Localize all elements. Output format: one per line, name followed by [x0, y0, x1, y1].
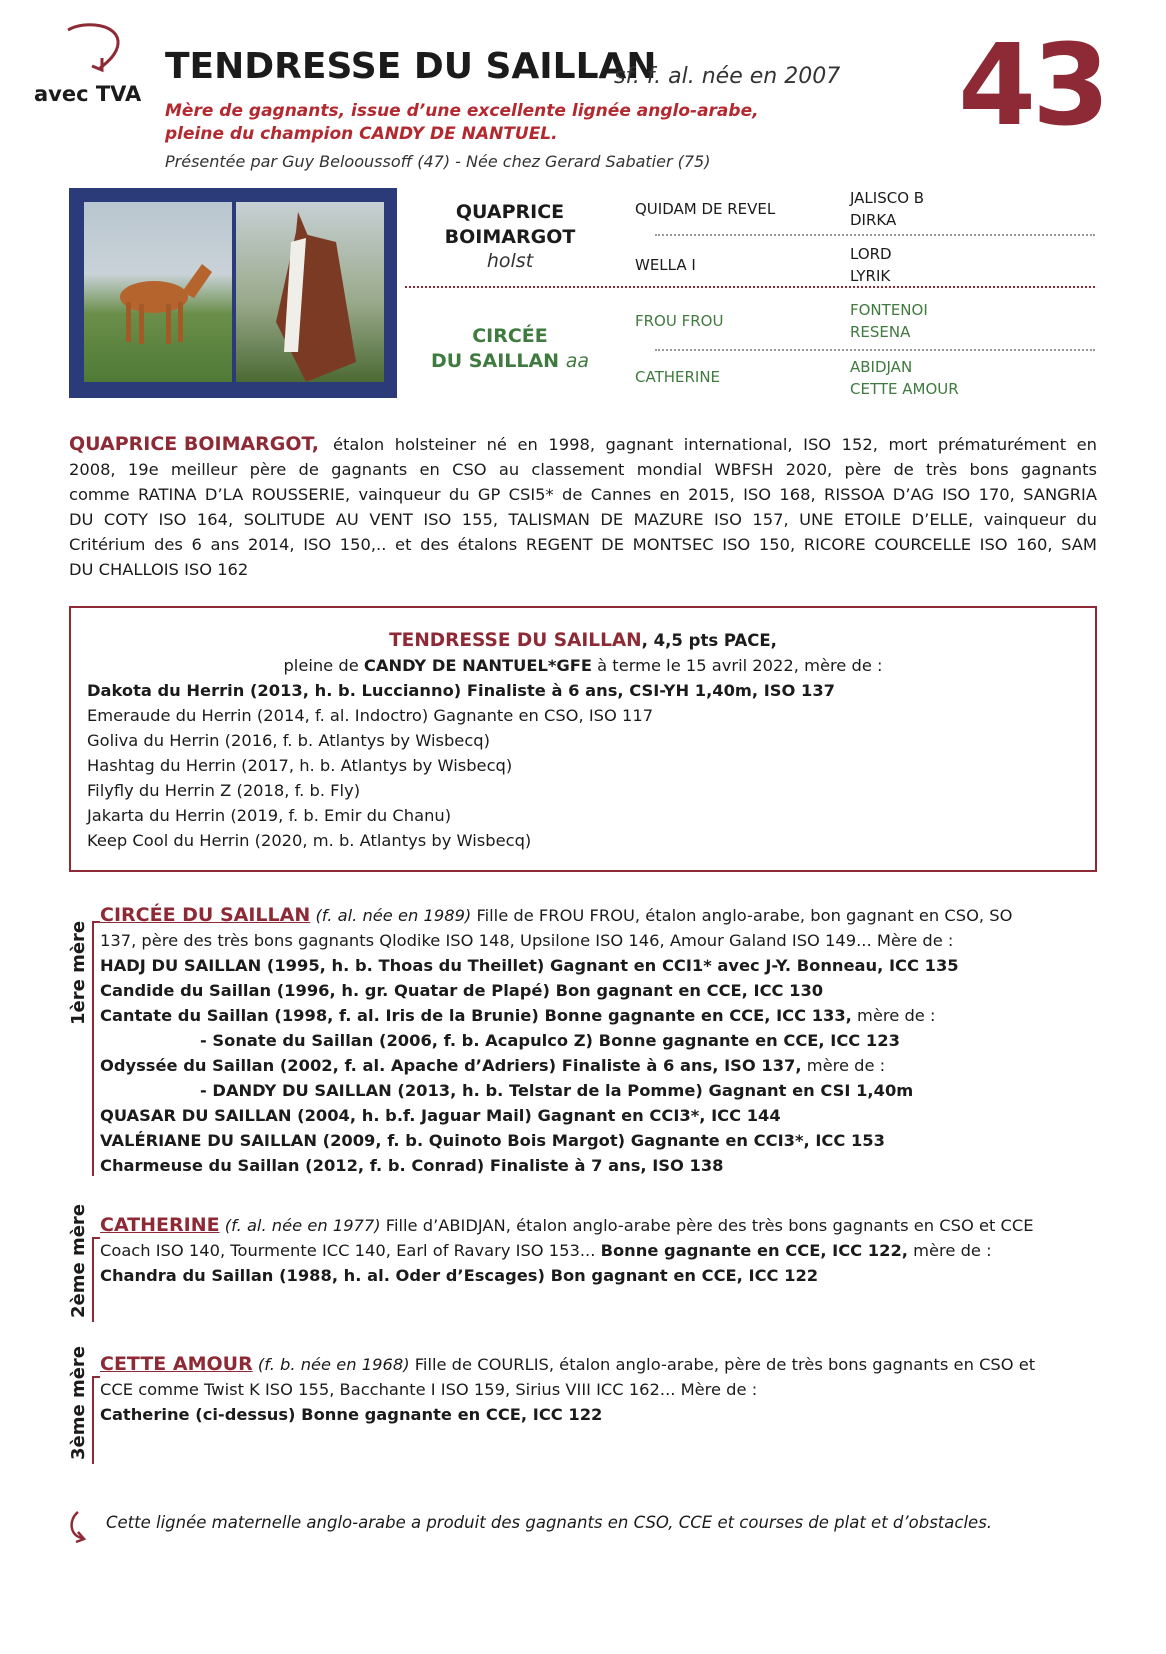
- produce-item: Emeraude du Herrin (2014, f. al. Indoctro) Gagnante en CSO, ISO 117: [87, 706, 654, 725]
- photo-frame: [69, 188, 397, 398]
- third-dam-name: CETTE AMOUR: [100, 1353, 253, 1375]
- section-bracket: [92, 921, 94, 1176]
- third-dam-label: 3ème mère: [68, 1345, 89, 1460]
- dam-name: CIRCÉE DU SAILLAN aa: [430, 325, 589, 372]
- presented-by: Présentée par Guy Belooussoff (47) - Née chez Gerard Sabatier (75): [165, 152, 711, 171]
- vat-label: avec TVA: [34, 82, 142, 106]
- lot-number: 43: [958, 21, 1106, 151]
- curved-arrow-icon: [68, 1510, 94, 1544]
- footer-note: Cette lignée maternelle anglo-arabe a produit des gagnants en CSO, CCE et courses de plat et d’obstacles.: [106, 1513, 993, 1532]
- first-dam-label: 1ère mère: [68, 920, 89, 1025]
- sire-name: QUAPRICE BOIMARGOT: [444, 201, 576, 248]
- produce-item: Keep Cool du Herrin (2020, m. b. Atlantys by Wisbecq): [87, 831, 532, 850]
- tagline-line-1: Mère de gagnants, issue d’une excellente lignée anglo-arabe,: [165, 101, 759, 121]
- produce-item: Filyfly du Herrin Z (2018, f. b. Fly): [87, 781, 361, 800]
- first-dam-section: CIRCÉE DU SAILLAN (f. al. née en 1989) Fille de FROU FROU, étalon anglo-arabe, bon gagnant en CSO, SO 137, père des très bons gagnants Qlodike ISO 148, Upsilone ISO 146, Amour Galand ISO 149... Mère de : HADJ DU SAILLAN (1995, h. b. Thoas du Theillet) Gagnant en CCI1* avec J-Y. Bonneau, ICC 135 Candide du Saillan (1996, h. gr. Quatar de Plapé) Bon gagnant en CCE, ICC 130 Cantate du Saillan (1998, f. al. Iris de la Brunie) Bonne gagnante en CCE, ICC 133, mère de : - Sonate du Saillan (2006, f. b. Acapulco Z) Bonne gagnante en CCE, ICC 123 Odyssée du Saillan (2002, f. al. Apache d’Adriers) Finaliste à 6 ans, ISO 137, mère de : - DANDY DU SAILLAN (2013, h. b. Telstar de la Pomme) Gagnant en CSI 1,40m QUASAR DU SAILLAN (2004, h. b.f. Jaguar Mail) Gagnant en CCI3*, ICC 144 VALÉRIANE DU SAILLAN (2009, f. b. Quinoto Bois Margot) Gagnante en CCI3*, ICC 153 Charmeuse du Saillan (2012, f. b. Conrad) Finaliste à 7 ans, ISO 138: [100, 904, 1013, 1175]
- horse-photo-head: [236, 202, 384, 382]
- pedigree-g3-8: CETTE AMOUR: [850, 380, 959, 398]
- second-dam-section: CATHERINE (f. al. née en 1977) Fille d’ABIDJAN, étalon anglo-arabe père des très bons gagnants en CSO et CCE Coach ISO 140, Tourmente ICC 140, Earl of Ravary ISO 153... Bonne gagnante en CCE, ICC 122, mère de : Chandra du Saillan (1988, h. al. Oder d’Escages) Bon gagnant en CCE, ICC 122: [100, 1214, 1034, 1285]
- produce-item: Jakarta du Herrin (2019, f. b. Emir du Chanu): [87, 806, 452, 825]
- pedigree-divider: [405, 286, 1095, 288]
- second-dam-label: 2ème mère: [68, 1203, 89, 1318]
- section-bracket: [92, 1237, 94, 1322]
- produce-box: [69, 606, 1097, 872]
- pedigree-divider: [655, 349, 1095, 351]
- pedigree-g3-2: DIRKA: [850, 211, 897, 229]
- pedigree-g3-6: RESENA: [850, 323, 911, 341]
- produce-item: Goliva du Herrin (2016, f. b. Atlantys by Wisbecq): [87, 731, 490, 750]
- pedigree-dam-dam: CATHERINE: [635, 368, 721, 386]
- pedigree-divider: [655, 234, 1095, 236]
- tagline-line-2: pleine du champion CANDY DE NANTUEL.: [165, 124, 558, 144]
- pedigree-g3-4: LYRIK: [850, 267, 891, 285]
- produce-item: Dakota du Herrin (2013, h. b. Luccianno) Finaliste à 6 ans, CSI-YH 1,40m, ISO 137: [87, 681, 836, 700]
- horse-name-title: TENDRESSE DU SAILLAN: [165, 46, 657, 87]
- section-bracket: [92, 1376, 94, 1464]
- horse-description: sf. f. al. née en 2007: [614, 64, 841, 89]
- pedigree-sire-dam: WELLA I: [635, 256, 696, 274]
- pedigree-sire-sire: QUIDAM DE REVEL: [635, 200, 776, 218]
- curved-arrow-icon: [60, 22, 130, 82]
- pedigree-dam-sire: FROU FROU: [635, 312, 724, 330]
- pedigree-g3-1: JALISCO B: [850, 189, 925, 207]
- sire-paragraph-name: QUAPRICE BOIMARGOT,: [69, 433, 320, 455]
- first-dam-name: CIRCÉE DU SAILLAN: [100, 904, 311, 926]
- third-dam-section: CETTE AMOUR (f. b. née en 1968) Fille de COURLIS, étalon anglo-arabe, père de très bons gagnants en CSO et CCE comme Twist K ISO 155, Bacchante I ISO 159, Sirius VIII ICC 162... Mère de : Catherine (ci-dessus) Bonne gagnante en CCE, ICC 122: [100, 1353, 1036, 1424]
- produce-item: Hashtag du Herrin (2017, h. b. Atlantys by Wisbecq): [87, 756, 513, 775]
- second-dam-name: CATHERINE: [100, 1214, 220, 1236]
- pedigree-g3-3: LORD: [850, 245, 892, 263]
- pedigree-g3-7: ABIDJAN: [850, 358, 913, 376]
- box-title: TENDRESSE DU SAILLAN, 4,5 pts PACE,: [389, 630, 777, 651]
- sire-description: QUAPRICE BOIMARGOT, étalon holsteiner né en 1998, gagnant international, ISO 152, mort prématurément en 2008, 19e meilleur père de gagnants en CSO au classement mondial WBFSH 2020, père de très bons gagnants comme RATINA D’LA ROUSSERIE, vainqueur du GP CSI5* de Cannes en 2015, ISO 168, RISSOA D’AG ISO 170, SANGRIA DU COTY ISO 164, SOLITUDE AU VENT ISO 155, TALISMAN DE MAZURE ISO 157, UNE ETOILE D’ELLE, vainqueur du Critérium des 6 ans 2014, ISO 150,.. et des étalons REGENT DE MONTSEC ISO 150, RICORE COURCELLE ISO 160, SAM DU CHALLOIS ISO 162: [69, 433, 1097, 579]
- pedigree-g3-5: FONTENOI: [850, 301, 928, 319]
- sire-breed: holst: [486, 250, 534, 272]
- box-subtitle: pleine de CANDY DE NANTUEL*GFE à terme le 15 avril 2022, mère de :: [283, 656, 883, 675]
- horse-photo-full-body: [84, 202, 232, 382]
